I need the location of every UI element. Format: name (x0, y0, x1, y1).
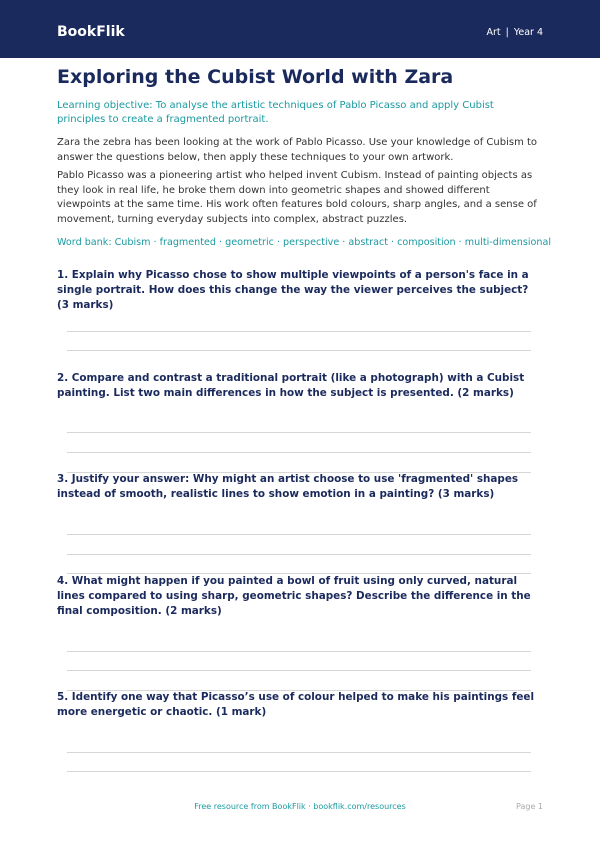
header-separator: | (505, 27, 509, 38)
page-number: Page 1 (516, 802, 543, 811)
question-5: 5. Identify one way that Picasso’s use of colour helped to make his paintings feel more energetic or chaotic. (1 mark) (57, 691, 535, 718)
answer-line[interactable] (67, 331, 531, 332)
answer-line[interactable] (67, 670, 531, 671)
question-1: 1. Explain why Picasso chose to show multiple viewpoints of a person's face in a single portrait. How does this change the way the viewer perceives the subject? (3 marks) (57, 269, 529, 311)
learning-objective: Learning objective: To analyse the artistic techniques of Pablo Picasso and apply Cubist principles to create a fragmented portrait. (57, 100, 494, 125)
question-3: 3. Justify your answer: Why might an artist choose to use 'fragmented' shapes instead of smooth, realistic lines to show emotion in a painting? (3 marks) (57, 473, 519, 500)
answer-line[interactable] (67, 554, 531, 555)
page-title: Exploring the Cubist World with Zara (57, 66, 454, 88)
answer-line[interactable] (67, 452, 531, 453)
subject-label: Art (486, 27, 501, 38)
answer-line[interactable] (67, 771, 531, 772)
footer-source-link[interactable]: Free resource from BookFlik · bookflik.com/resources (194, 802, 406, 811)
page-header (0, 0, 600, 58)
year-label: Year 4 (513, 27, 543, 38)
answer-line[interactable] (67, 432, 531, 433)
answer-line[interactable] (67, 651, 531, 652)
question-2: 2. Compare and contrast a traditional portrait (like a photograph) with a Cubist painting. List two main differences in how the subject is presented. (2 marks) (57, 372, 525, 399)
brand-logo: BookFlik (57, 24, 125, 40)
question-4: 4. What might happen if you painted a bowl of fruit using only curved, natural lines compared to using sharp, geometric shapes? Describe the difference in the final composition. (2 marks) (57, 575, 531, 617)
answer-line[interactable] (67, 752, 531, 753)
word-bank: Word bank: Cubism · fragmented · geometric · perspective · abstract · composition · multi-dimensional (57, 237, 552, 248)
background-paragraph: Pablo Picasso was a pioneering artist who helped invent Cubism. Instead of painting objects as they look in real life, he broke them down into geometric shapes and showed different viewpoints at the same time. His work often features bold colours, sharp angles, and a sense of movement, turning everyday subjects into complex, abstract puzzles. (57, 170, 537, 225)
answer-line[interactable] (67, 534, 531, 535)
intro-paragraph: Zara the zebra has been looking at the work of Pablo Picasso. Use your knowledge of Cubism to answer the questions below, then apply these techniques to your own artwork. (57, 137, 538, 163)
subject-year-label (486, 26, 543, 40)
answer-line[interactable] (67, 350, 531, 351)
